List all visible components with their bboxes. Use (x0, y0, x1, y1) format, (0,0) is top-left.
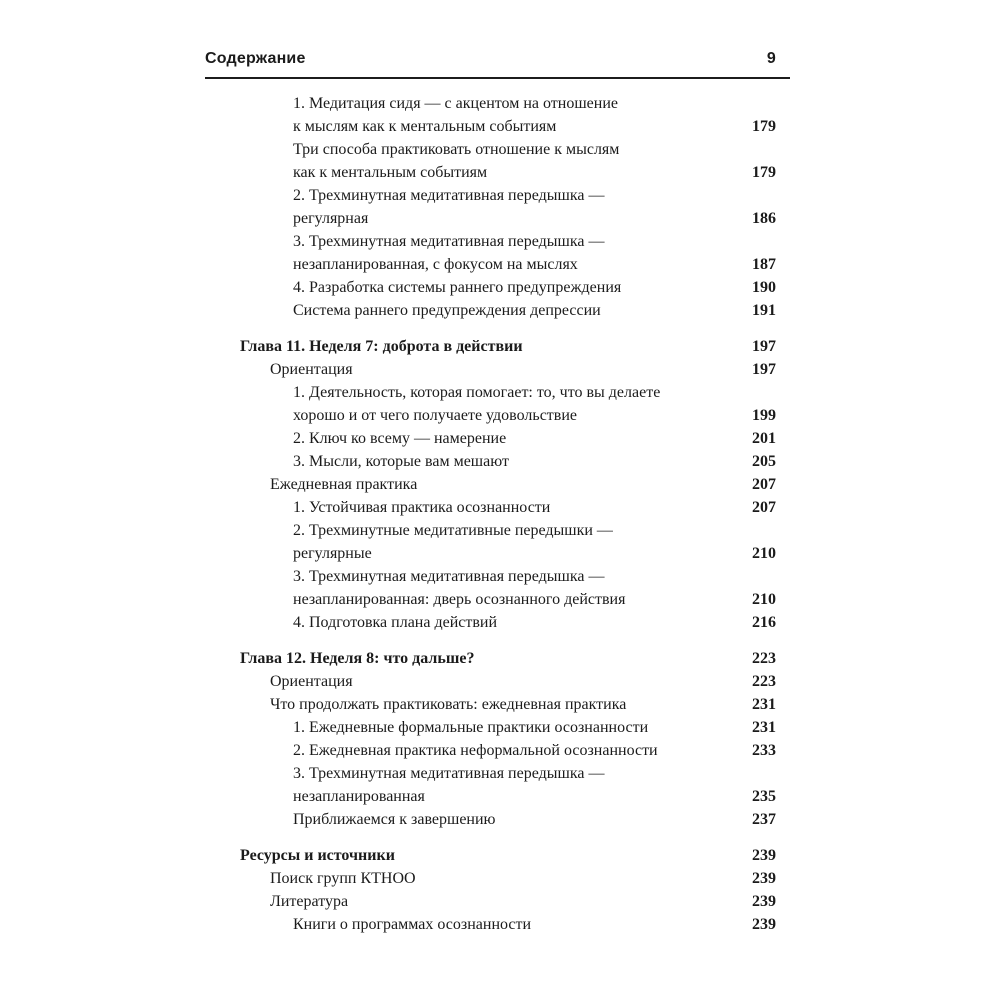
toc-entry-title (270, 358, 738, 381)
toc-entry-title (293, 913, 738, 936)
toc-entry-line: 2. Трехминутная медитативная передышка — (293, 187, 605, 204)
toc-entry-title (240, 335, 738, 358)
toc-entry (293, 519, 776, 565)
toc-entry (293, 184, 776, 230)
toc-entry (293, 230, 776, 276)
toc-entry-line: регулярные (293, 545, 372, 562)
toc-entry (293, 450, 776, 473)
toc-entry-page-number: 187 (752, 256, 776, 273)
toc-entry-title (270, 890, 738, 913)
toc-entry (293, 299, 776, 322)
toc-entry (270, 670, 776, 693)
toc-entry-page-number: 191 (752, 302, 776, 319)
toc-entry-title (293, 138, 738, 184)
toc-entry-title (293, 299, 738, 322)
toc-entry-title (270, 473, 738, 496)
toc-chapter-entry (240, 335, 776, 358)
toc-entry (293, 913, 776, 936)
toc-entry (293, 427, 776, 450)
toc-entry-title (293, 184, 738, 230)
toc-entry-page-number: 186 (752, 210, 776, 227)
toc-entry-page-number: 207 (752, 476, 776, 493)
toc-entry-page-number: 190 (752, 279, 776, 296)
toc-entry-page-number: 179 (752, 118, 776, 135)
toc-entry-page-number: 239 (752, 870, 776, 887)
toc-entry-title (293, 381, 738, 427)
toc-entry-line: 2. Ключ ко всему — намерение (293, 430, 507, 447)
table-of-contents (240, 92, 776, 936)
toc-entry-page-number: 235 (752, 788, 776, 805)
toc-entry-line: к мыслям как к ментальным событиям (293, 118, 557, 135)
toc-entry-line: 4. Подготовка плана действий (293, 614, 498, 631)
toc-entry (293, 381, 776, 427)
toc-entry-title (293, 276, 738, 299)
toc-entry-line: 2. Ежедневная практика неформальной осознанности (293, 742, 658, 759)
toc-entry (270, 693, 776, 716)
toc-entry-line: незапланированная (293, 788, 425, 805)
toc-entry-page-number: 239 (752, 847, 776, 864)
toc-chapter-entry (240, 647, 776, 670)
toc-entry-page-number: 205 (752, 453, 776, 470)
toc-entry-line: Литература (270, 893, 349, 910)
toc-entry-line: Что продолжать практиковать: ежедневная практика (270, 696, 627, 713)
toc-entry-page-number: 231 (752, 719, 776, 736)
toc-entry-title (293, 230, 738, 276)
toc-entry-line: Глава 12. Неделя 8: что дальше? (240, 650, 475, 667)
toc-entry-line: Ежедневная практика (270, 476, 418, 493)
toc-entry-page-number: 231 (752, 696, 776, 713)
toc-entry-page-number: 199 (752, 407, 776, 424)
toc-entry-line: 3. Трехминутная медитативная передышка — (293, 765, 605, 782)
toc-chapter-entry (240, 844, 776, 867)
toc-entry-line: Три способа практиковать отношение к мыслям (293, 141, 620, 158)
toc-entry-title (293, 427, 738, 450)
toc-entry-line: незапланированная, с фокусом на мыслях (293, 256, 578, 273)
toc-entry-line: 1. Ежедневные формальные практики осознанности (293, 719, 649, 736)
toc-entry (270, 890, 776, 913)
toc-entry-line: 2. Трехминутные медитативные передышки — (293, 522, 613, 539)
toc-entry-title (270, 670, 738, 693)
toc-entry (293, 496, 776, 519)
toc-entry-page-number: 210 (752, 545, 776, 562)
toc-entry (293, 138, 776, 184)
toc-entry-line: 3. Трехминутная медитативная передышка — (293, 568, 605, 585)
toc-entry-title (293, 565, 738, 611)
toc-entry-line: Ресурсы и источники (240, 847, 395, 864)
header-title: Содержание (205, 50, 306, 67)
toc-entry-title (293, 762, 738, 808)
toc-entry-line: Приближаемся к завершению (293, 811, 496, 828)
toc-entry-title (293, 92, 738, 138)
toc-entry-page-number: 223 (752, 673, 776, 690)
toc-entry-title (270, 693, 738, 716)
toc-entry (270, 867, 776, 890)
toc-entry-title (293, 496, 738, 519)
toc-entry-page-number: 179 (752, 164, 776, 181)
toc-entry (293, 716, 776, 739)
toc-entry-line: Поиск групп КТНОО (270, 870, 416, 887)
toc-entry-line: Ориентация (270, 673, 353, 690)
toc-entry-page-number: 239 (752, 893, 776, 910)
toc-entry-page-number: 223 (752, 650, 776, 667)
toc-entry-line: Глава 11. Неделя 7: доброта в действии (240, 338, 523, 355)
toc-entry (293, 739, 776, 762)
toc-entry-line: Система раннего предупреждения депрессии (293, 302, 601, 319)
toc-entry-line: как к ментальным событиям (293, 164, 488, 181)
toc-entry (293, 611, 776, 634)
toc-entry (293, 808, 776, 831)
toc-entry-line: незапланированная: дверь осознанного действия (293, 591, 626, 608)
toc-entry-title (240, 844, 738, 867)
toc-entry-title (293, 739, 738, 762)
toc-entry-line: 1. Медитация сидя — с акцентом на отношение (293, 95, 619, 112)
page-header (205, 50, 790, 79)
toc-entry-title (240, 647, 738, 670)
toc-entry-line: Книги о программах осознанности (293, 916, 532, 933)
toc-entry-page-number: 233 (752, 742, 776, 759)
toc-entry-title (293, 611, 738, 634)
toc-entry-line: Ориентация (270, 361, 353, 378)
toc-entry-line: 1. Устойчивая практика осознанности (293, 499, 551, 516)
header-page-number: 9 (766, 50, 776, 67)
toc-entry (270, 473, 776, 496)
toc-entry-page-number: 237 (752, 811, 776, 828)
toc-entry-page-number: 197 (752, 338, 776, 355)
toc-entry-line: хорошо и от чего получаете удовольствие (293, 407, 578, 424)
toc-entry-page-number: 207 (752, 499, 776, 516)
toc-entry-title (293, 450, 738, 473)
toc-entry-title (293, 519, 738, 565)
toc-entry-line: 3. Мысли, которые вам мешают (293, 453, 509, 470)
toc-entry (293, 92, 776, 138)
toc-entry (293, 276, 776, 299)
toc-entry-page-number: 197 (752, 361, 776, 378)
toc-entry-title (293, 808, 738, 831)
toc-entry (293, 565, 776, 611)
toc-entry-line: 3. Трехминутная медитативная передышка — (293, 233, 605, 250)
toc-entry-line: 4. Разработка системы раннего предупреждения (293, 279, 622, 296)
toc-entry-page-number: 201 (752, 430, 776, 447)
toc-entry-page-number: 210 (752, 591, 776, 608)
toc-entry-line: регулярная (293, 210, 369, 227)
toc-entry-page-number: 216 (752, 614, 776, 631)
toc-entry-page-number: 239 (752, 916, 776, 933)
toc-entry (293, 762, 776, 808)
toc-entry-title (293, 716, 738, 739)
toc-entry-line: 1. Деятельность, которая помогает: то, что вы делаете (293, 384, 661, 401)
toc-entry-title (270, 867, 738, 890)
toc-entry (270, 358, 776, 381)
